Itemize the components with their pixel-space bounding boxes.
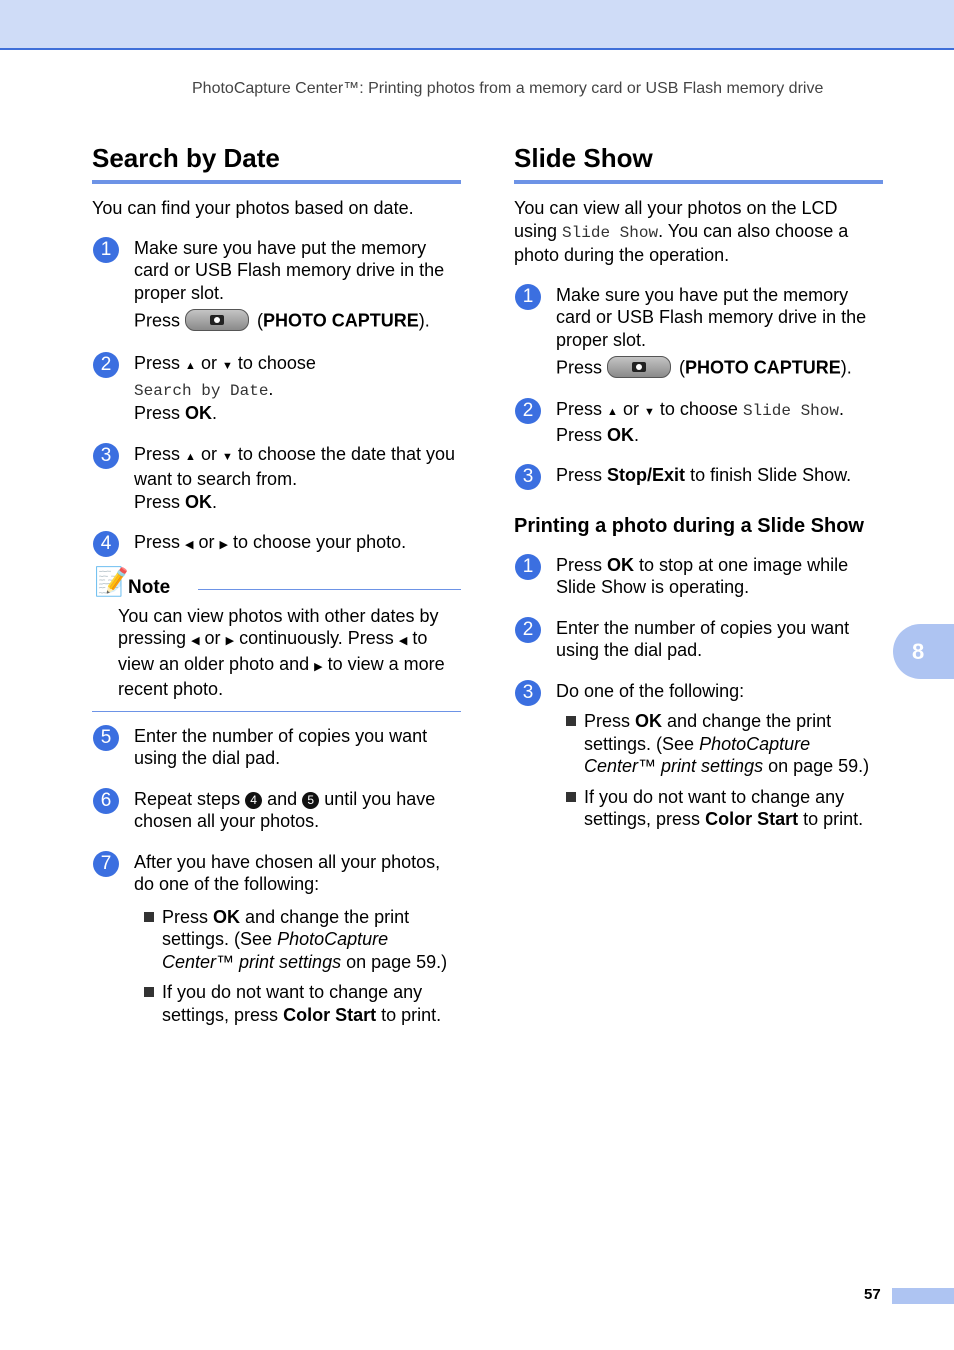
step-number: 3 xyxy=(93,443,119,469)
step-number: 1 xyxy=(93,237,119,263)
step-ref-badge: 5 xyxy=(302,792,319,809)
step-tail: to stop at one image while Slide Show is operating. xyxy=(556,554,849,597)
bullet-text: to print. xyxy=(381,1004,442,1025)
step-6 xyxy=(92,788,461,833)
step-number: 2 xyxy=(515,617,541,643)
step-text: Do one of the following: xyxy=(556,680,745,701)
press-word: Press xyxy=(556,424,603,445)
press-line xyxy=(556,356,883,381)
period: . xyxy=(212,491,218,512)
step-text xyxy=(134,788,461,833)
note-box xyxy=(92,565,461,712)
step-text-part: until you have chosen all your photos. xyxy=(134,788,436,831)
ok-line xyxy=(556,424,883,447)
step-number: 6 xyxy=(93,788,119,814)
step-1 xyxy=(92,237,461,335)
ok-key: OK xyxy=(635,711,663,731)
bullet-text: on page 59.) xyxy=(768,756,870,776)
note-header xyxy=(92,565,461,605)
step-2 xyxy=(92,352,461,425)
bullet-text: Press xyxy=(162,906,209,927)
step-tail: to finish Slide Show. xyxy=(690,465,852,485)
press-word: Press xyxy=(134,403,181,423)
key-name: PHOTO CAPTURE xyxy=(685,357,841,378)
up-arrow-icon: ▲ xyxy=(185,360,196,372)
up-arrow-icon: ▲ xyxy=(185,450,196,463)
note-text: to view a more recent photo. xyxy=(118,653,445,699)
step-3 xyxy=(92,443,461,514)
ok-line xyxy=(134,402,461,425)
step-text xyxy=(134,531,461,557)
down-arrow-icon: ▼ xyxy=(643,406,655,418)
menu-option: Search by Date xyxy=(134,381,269,400)
step-text: Make sure you have put the memory card or USB Flash memory drive in the proper slot. xyxy=(556,284,867,350)
intro-text xyxy=(514,197,883,267)
bullet-text: to print. xyxy=(803,809,864,829)
running-header: PhotoCapture Center™: Printing photos from a memory card or USB Flash memory drive xyxy=(192,80,824,97)
section-title: Slide Show xyxy=(514,143,883,184)
menu-option: Slide Show xyxy=(562,223,659,242)
step-text xyxy=(556,554,883,599)
step-number: 5 xyxy=(93,725,119,751)
page-number: 57 xyxy=(864,1286,881,1303)
note-pencil-icon: 📝 xyxy=(94,565,129,597)
step-number: 7 xyxy=(93,851,119,877)
step-number: 3 xyxy=(515,464,541,490)
menu-option: Slide Show xyxy=(742,402,839,420)
ok-key: OK xyxy=(185,403,213,423)
photo-capture-key-image xyxy=(185,309,249,331)
step-1 xyxy=(514,284,883,382)
stop-exit-key: Stop/Exit xyxy=(607,465,686,485)
search-by-date-section xyxy=(92,143,461,1026)
step-number: 2 xyxy=(93,352,119,378)
bullet-text: on page 59.) xyxy=(346,951,448,972)
left-arrow-icon: ◀ xyxy=(185,539,194,551)
print-step-2 xyxy=(514,617,883,662)
step-2 xyxy=(514,398,883,446)
press-word: Press xyxy=(556,554,603,575)
bullet-item xyxy=(564,786,883,831)
or-word: or xyxy=(622,399,639,419)
bullet-square-icon xyxy=(566,792,576,802)
press-word: Press xyxy=(134,310,181,331)
camera-icon xyxy=(632,362,646,372)
note-text: You can view photos with other dates by pressing xyxy=(118,605,439,648)
paren-open: ( xyxy=(257,310,264,331)
paren-close: ). xyxy=(418,310,430,331)
press-word: Press xyxy=(556,465,603,485)
down-arrow-icon: ▼ xyxy=(221,450,233,463)
color-start-key: Color Start xyxy=(283,1004,377,1025)
ok-key: OK xyxy=(607,424,635,445)
cross-reference: PhotoCapture Center™ print settings xyxy=(162,929,389,972)
photo-capture-key-image xyxy=(607,356,671,378)
note-text: continuously. Press xyxy=(239,628,394,648)
bullet-square-icon xyxy=(566,716,576,726)
step-4 xyxy=(92,531,461,557)
step-text xyxy=(556,398,883,424)
ok-line xyxy=(134,491,461,514)
section-title: Search by Date xyxy=(92,143,461,184)
press-word: Press xyxy=(134,353,181,373)
key-name: PHOTO CAPTURE xyxy=(263,310,419,331)
bullet-item xyxy=(564,710,883,778)
top-band xyxy=(0,0,954,50)
step-tail: to choose xyxy=(659,399,738,419)
step-ref-badge: 4 xyxy=(245,792,262,809)
bullet-item xyxy=(142,981,461,1026)
bullet-square-icon xyxy=(144,912,154,922)
press-word: Press xyxy=(134,443,181,464)
menu-line xyxy=(134,378,461,403)
note-body xyxy=(92,605,461,712)
bullet-text: Press xyxy=(584,711,631,731)
subsection-title: Printing a photo during a Slide Show xyxy=(514,514,864,537)
step-number: 1 xyxy=(515,554,541,580)
ok-key: OK xyxy=(607,554,635,575)
step-number: 3 xyxy=(515,680,541,706)
step-text xyxy=(556,464,883,487)
camera-icon xyxy=(210,315,224,325)
press-word: Press xyxy=(134,491,181,512)
press-word: Press xyxy=(134,532,181,552)
chapter-tab: 8 xyxy=(893,624,954,679)
period: . xyxy=(212,403,218,423)
bullet-item xyxy=(142,906,461,974)
intro-text: You can find your photos based on date. xyxy=(92,198,414,218)
period: . xyxy=(838,399,844,419)
right-arrow-icon: ▶ xyxy=(225,635,235,647)
right-arrow-icon: ▶ xyxy=(314,660,323,673)
step-3 xyxy=(514,464,883,487)
paren-open: ( xyxy=(679,357,686,378)
bullet-text: and change the print settings. (See xyxy=(584,711,832,754)
step-text: Make sure you have put the memory card or USB Flash memory drive in the proper slot. xyxy=(134,237,445,303)
period: . xyxy=(268,378,274,399)
up-arrow-icon: ▲ xyxy=(607,406,618,418)
step-7 xyxy=(92,851,461,1027)
bullet-text: If you do not want to change any settings, press xyxy=(162,982,423,1025)
step-number: 4 xyxy=(93,531,119,557)
page-number-bar xyxy=(892,1288,954,1304)
note-title: Note xyxy=(128,576,171,598)
color-start-key: Color Start xyxy=(705,809,799,829)
step-text-part: Repeat steps xyxy=(134,788,241,809)
ok-key: OK xyxy=(185,491,213,512)
press-word: Press xyxy=(556,399,603,419)
intro-part: . You can also choose a photo during the operation. xyxy=(514,220,849,265)
press-word: Press xyxy=(556,357,603,378)
press-line xyxy=(134,309,461,334)
bullet-text: If you do not want to change any settings, press xyxy=(584,786,845,829)
bullet-square-icon xyxy=(144,987,154,997)
step-text: After you have chosen all your photos, do one of the following: xyxy=(134,851,441,894)
step-text xyxy=(134,443,461,491)
down-arrow-icon: ▼ xyxy=(221,360,233,372)
or-word: or xyxy=(200,353,217,373)
left-arrow-icon: ◀ xyxy=(398,635,408,647)
and-word: and xyxy=(267,788,298,809)
intro-part: You can view all your photos on the LCD using xyxy=(514,198,838,241)
or-word: or xyxy=(204,628,221,648)
step-number: 2 xyxy=(515,398,541,424)
step-text: Enter the number of copies you want using the dial pad. xyxy=(556,617,850,660)
step-tail: to choose xyxy=(237,353,316,373)
or-word: or xyxy=(198,532,215,552)
note-rule xyxy=(198,589,461,590)
or-word: or xyxy=(200,443,217,464)
print-step-1 xyxy=(514,554,883,599)
cross-reference: PhotoCapture Center™ print settings xyxy=(584,733,811,776)
step-number: 1 xyxy=(515,284,541,310)
right-arrow-icon: ▶ xyxy=(219,539,229,551)
step-text xyxy=(134,352,461,378)
print-step-3 xyxy=(514,680,883,831)
ok-key: OK xyxy=(213,906,241,927)
period: . xyxy=(634,424,640,445)
paren-close: ). xyxy=(840,357,852,378)
step-text: Enter the number of copies you want using the dial pad. xyxy=(134,725,428,768)
step-tail: to choose the date that you want to search from. xyxy=(134,443,456,489)
note-text: to view an older photo and xyxy=(118,628,428,674)
bullet-text: and change the print settings. (See xyxy=(162,906,410,949)
step-5 xyxy=(92,725,461,770)
step-tail: to choose your photo. xyxy=(233,532,407,552)
slide-show-section xyxy=(514,143,883,831)
left-arrow-icon: ◀ xyxy=(191,635,200,647)
